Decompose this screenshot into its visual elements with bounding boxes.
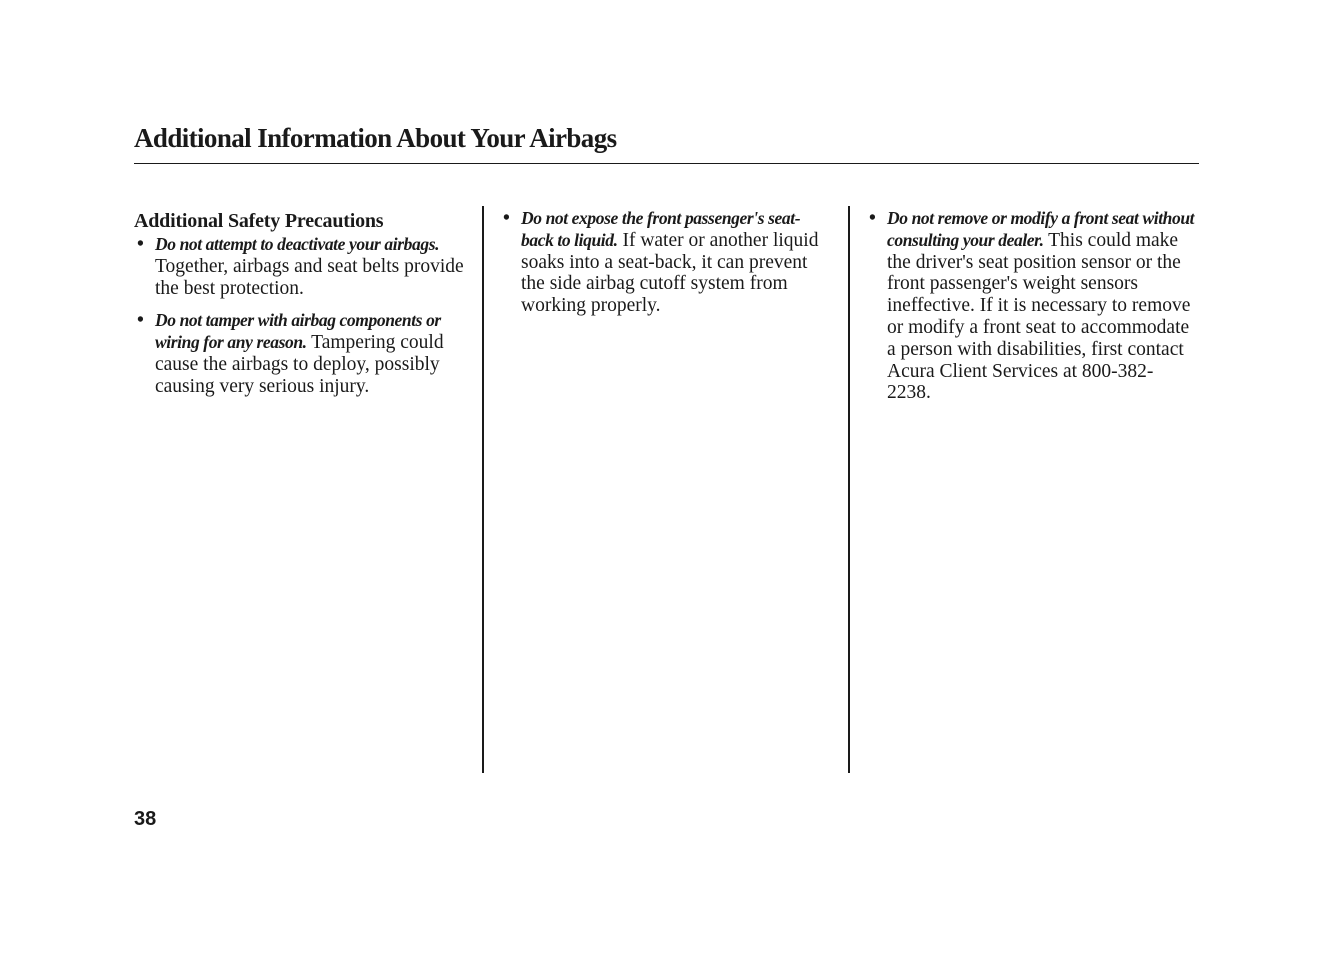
precaution-item-modify-seat bbox=[866, 208, 1196, 404]
precaution-body: Tampering could cause the airbags to deploy, possibly causing very serious injury. bbox=[155, 332, 444, 397]
section-heading: Additional Safety Precautions bbox=[134, 210, 384, 232]
bullet-icon: • bbox=[869, 208, 876, 229]
precaution-body: This could make the driver's seat position sensor or the front passenger's weight sensors ineffective. If it is necessary to remove or modify a front seat to accommodate a person with disabilities, first contact Acura Client Services at 800-382-2238. bbox=[887, 229, 1191, 404]
precaution-item-liquid bbox=[500, 208, 832, 317]
column-3 bbox=[866, 208, 1196, 415]
bullet-icon: • bbox=[137, 310, 144, 332]
precaution-lead: Do not tamper with airbag components or wiring for any reason. bbox=[155, 310, 441, 353]
precaution-lead: Do not expose the front passenger's seat-back to liquid. bbox=[521, 208, 801, 250]
precaution-lead: Do not remove or modify a front seat without consulting your dealer. bbox=[887, 208, 1195, 250]
bullet-icon: • bbox=[137, 234, 144, 255]
precaution-item-deactivate bbox=[134, 234, 472, 299]
precaution-lead: Do not attempt to deactivate your airbags. bbox=[155, 234, 440, 254]
column-1 bbox=[134, 208, 472, 409]
page-number: 38 bbox=[134, 808, 157, 830]
precaution-item-tamper bbox=[134, 310, 472, 397]
column-divider bbox=[482, 206, 484, 773]
column-2 bbox=[500, 208, 832, 328]
precaution-body: Together, airbags and seat belts provide the best protection. bbox=[155, 255, 464, 299]
bullet-icon: • bbox=[503, 208, 510, 229]
column-divider bbox=[848, 206, 850, 773]
title-divider bbox=[134, 163, 1199, 164]
precaution-body: If water or another liquid soaks into a seat-back, it can prevent the side airbag cutoff system from working properly. bbox=[521, 229, 819, 317]
page-title: Additional Information About Your Airbags bbox=[134, 123, 617, 153]
